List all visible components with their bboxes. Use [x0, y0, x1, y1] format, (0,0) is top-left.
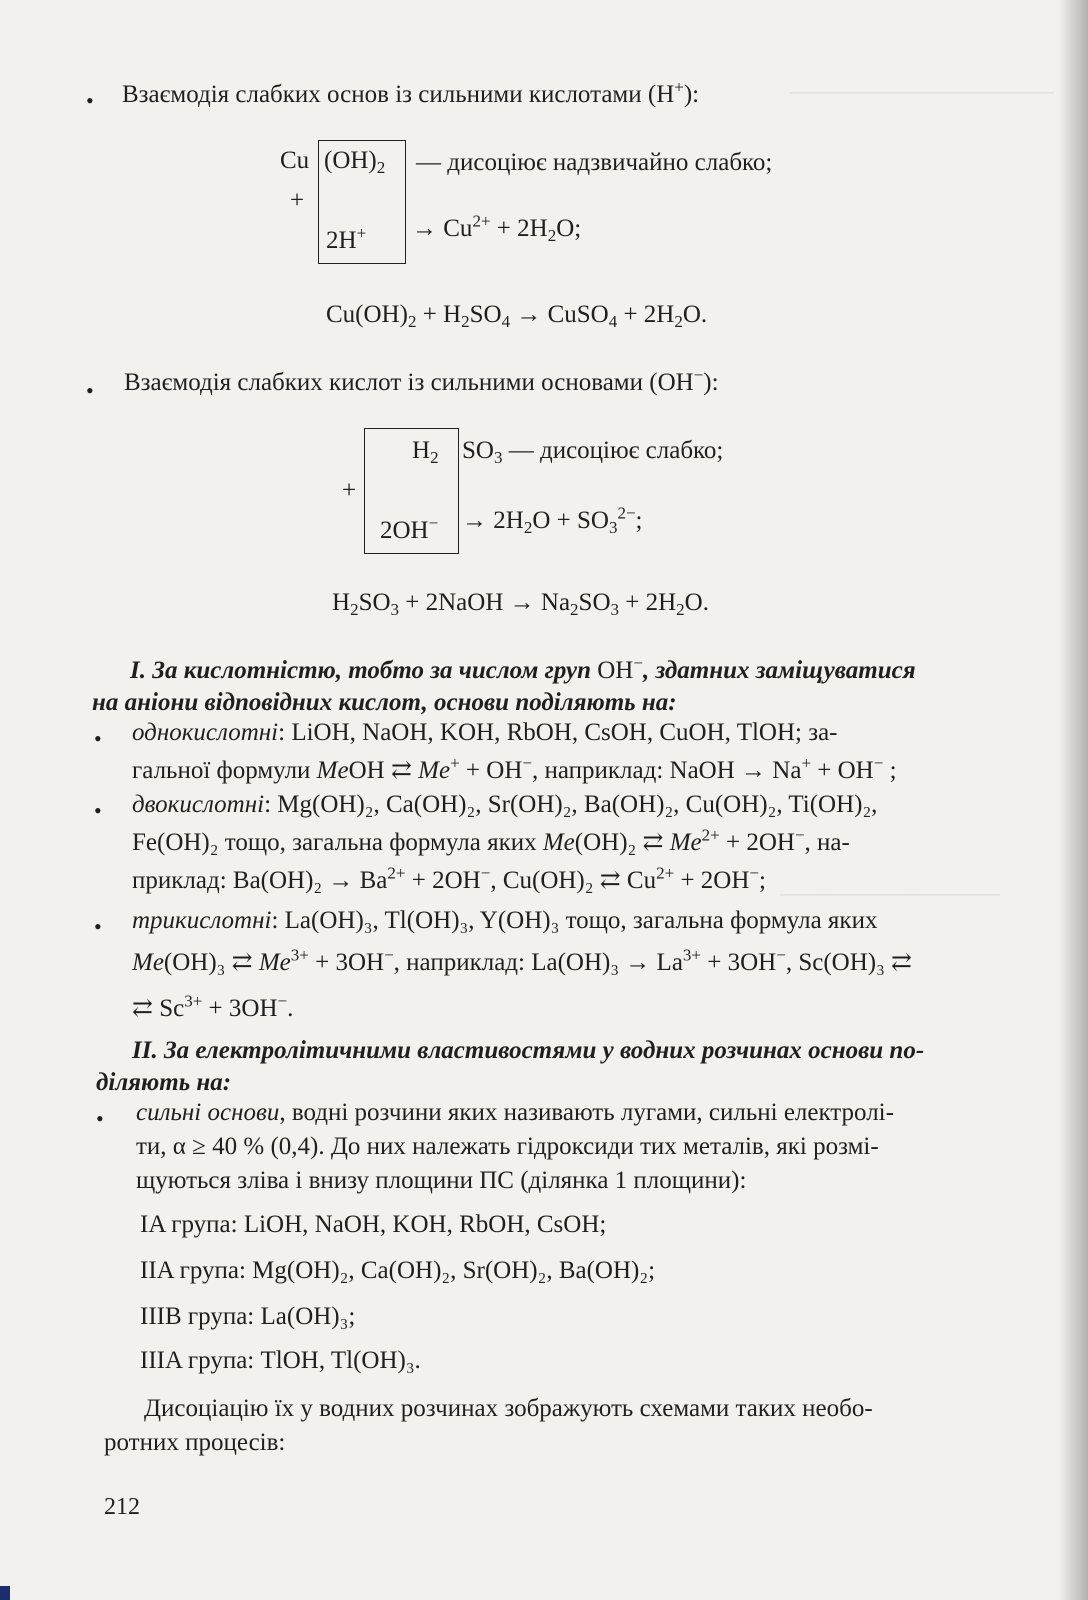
equation1: $Cu(OH)_2 + H_2SO_4$ → CuSO$_4$ + $2H_2O$. — [326, 301, 708, 332]
group-iiib: IIIB група: La(OH)₃; — [140, 1303, 356, 1330]
classI-monoacid-line1: однокислотні: LiOH, NaOH, KOH, RbOH, CsOH, CuOH, TlOH; за- — [132, 719, 838, 746]
page-edge-shadow — [1058, 0, 1088, 1600]
bullet-icon: • — [94, 798, 102, 823]
bullet-icon: • — [86, 88, 94, 113]
classI-heading-line2: на аніони відповідних кислот, основи поділяють на: — [92, 689, 677, 716]
scheme2-so3-note: $SO_3$ — дисоціює слабко; — [462, 437, 724, 468]
group-iiia: IIIA група: TlOH, Tl(OH)₃. — [140, 1347, 421, 1374]
scheme1-products: → $Cu^{2+} + 2H_2O$; — [412, 211, 582, 246]
classII-strong-line1: сильні основи, водні розчини яких називають лугами, сильні електролі- — [136, 1099, 894, 1126]
scheme2-products: → $2H_2O + SO_3^{2-}$; — [462, 503, 643, 538]
scheme1-note: — дисоціює надзвичайно слабко; — [416, 149, 773, 176]
scheme1-oh: $(OH)_2$ — [324, 147, 386, 178]
section1-heading: Взаємодія слабких основ із сильними кислотами (H+): — [122, 77, 700, 108]
group-ia: IA група: LiOH, NaOH, KOH, RbOH, CsOH; — [140, 1211, 607, 1238]
bullet-icon: • — [96, 1106, 104, 1131]
scheme1-h-ion: 2H+ — [326, 223, 367, 254]
classI-monoacid-line2: гальної формули MeOH ⇄ Me+ + OH−, наприклад: NaOH → Na+ + OH− ; — [132, 753, 897, 784]
equation2: $H_2SO_3$ + 2NaOH → $Na_2SO_3 + 2H_2O$. — [332, 589, 709, 620]
classI-diacid-line2: Fe(OH)₂ тощо, загальна формула яких Me(OH)₂ ⇄ $Me^{2+} + 2OH^-$, на- — [132, 825, 850, 856]
classII-heading-line2: діляють на: — [96, 1069, 232, 1096]
classI-heading-line1: I. За кислотністю, тобто за числом груп OH−, здатних заміщуватися — [130, 653, 916, 684]
closing-line1: Дисоціацію їх у водних розчинах зображують схемами таких необо- — [144, 1395, 873, 1422]
group-iia: IIA група: Mg(OH)₂, Ca(OH)₂, Sr(OH)₂, Ba(OH)₂; — [140, 1257, 656, 1284]
scan-edge-mark — [0, 1586, 10, 1600]
show-through-text: —————————— — [780, 880, 1000, 905]
classI-diacid-line1: двокислотні: Mg(OH)₂, Ca(OH)₂, Sr(OH)₂, Ba(OH)₂, Cu(OH)₂, Ti(OH)₂, — [132, 791, 878, 818]
scheme1-plus: + — [290, 187, 305, 214]
scheme2-oh-ion: 2OH− — [380, 513, 439, 544]
scheme1-cu: Cu — [280, 147, 310, 174]
classII-strong-line2: ти, α ≥ 40 % (0,4). До них належать гідроксиди тих металів, які розмі- — [136, 1133, 879, 1160]
bullet-icon: • — [94, 726, 102, 751]
show-through-text: ———————————— — [790, 78, 1054, 103]
bullet-icon: • — [86, 378, 94, 403]
classI-diacid-line3: приклад: $Ba(OH)_2 \to Ba^{2+} + 2OH^-$, Cu(OH)₂ ⇄ $Cu^{2+} + 2OH^-$; — [132, 863, 766, 894]
classI-triacid-line2: Me(OH)₃ ⇄ $Me^{3+} + 3OH^-$, наприклад: $La(OH)_3 \to La^{3+} + 3OH^-$, Sc(OH)₃ ⇄ — [132, 945, 912, 976]
classI-triacid-line1: трикислотні: La(OH)₃, Tl(OH)₃, Y(OH)₃ тощо, загальна формула яких — [132, 907, 878, 934]
closing-line2: ротних процесів: — [104, 1429, 286, 1456]
bullet-icon: • — [94, 914, 102, 939]
classII-strong-line3: щуються зліва і внизу площини ПС (ділянка 1 площини): — [136, 1167, 747, 1194]
page-number: 212 — [104, 1494, 140, 1520]
classI-triacid-line3: ⇄ $Sc^{3+} + 3OH^-$. — [132, 991, 294, 1022]
classII-heading-line1: II. За електролітичними властивостями у водних розчинах основи по- — [132, 1037, 925, 1064]
scheme2-plus: + — [342, 477, 357, 504]
section2-heading: Взаємодія слабких кислот із сильними основами (OH−): — [124, 365, 719, 396]
scheme2-h2: $H_2$ — [412, 437, 439, 468]
